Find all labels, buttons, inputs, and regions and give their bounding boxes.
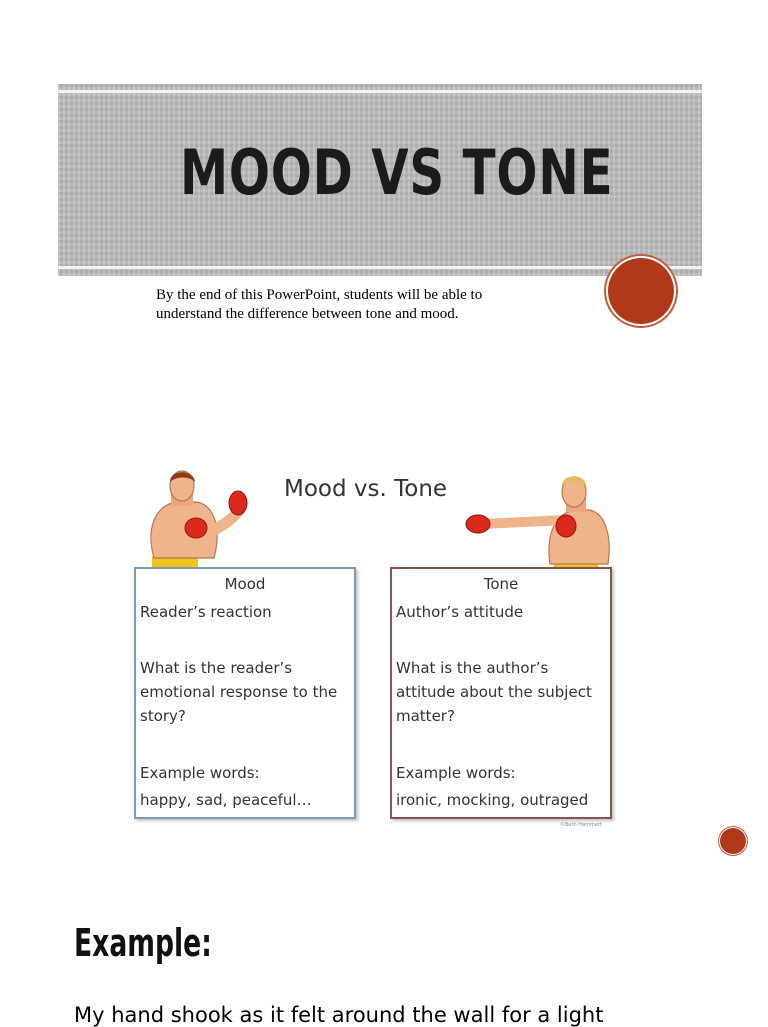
- slide-title: MOOD VS TONE: [180, 136, 614, 209]
- tone-card: [390, 567, 612, 819]
- tone-line-question-3: matter?: [396, 707, 455, 725]
- band-top-line: [58, 90, 702, 93]
- boxer-left-icon: [140, 470, 252, 570]
- mood-line-question-3: story?: [140, 707, 186, 725]
- band-bottom-line: [58, 266, 702, 269]
- tone-line-question-2: attitude about the subject: [396, 683, 592, 701]
- tone-line-question-1: What is the author’s: [396, 659, 549, 677]
- mood-example-words: happy, sad, peaceful…: [140, 791, 312, 809]
- subtitle-line-2: understand the difference between tone and mood.: [156, 306, 459, 322]
- tone-line-attitude: Author’s attitude: [396, 603, 524, 621]
- accent-circle-icon: [608, 258, 674, 324]
- mood-line-reaction: Reader’s reaction: [140, 603, 272, 621]
- mood-example-label: Example words:: [140, 764, 260, 782]
- tone-heading: Tone: [483, 575, 519, 593]
- tone-example-label: Example words:: [396, 764, 516, 782]
- boxer-right-icon: [462, 474, 612, 570]
- mood-heading: Mood: [224, 575, 266, 593]
- example-text: My hand shook as it felt around the wall for a light: [74, 1003, 604, 1027]
- example-heading: Example:: [74, 921, 212, 965]
- accent-circle-small-icon: [720, 828, 746, 854]
- graphic-credit: ©Beth Hammett: [560, 822, 602, 828]
- graphic-title: Mood vs. Tone: [284, 476, 448, 502]
- tone-example-words: ironic, mocking, outraged: [396, 791, 589, 809]
- subtitle-line-1: By the end of this PowerPoint, students will be able to: [156, 287, 483, 303]
- mood-card: [134, 567, 356, 819]
- mood-line-question-1: What is the reader’s: [140, 659, 293, 677]
- slide-subtitle: [156, 286, 596, 324]
- mood-line-question-2: emotional response to the: [140, 683, 338, 701]
